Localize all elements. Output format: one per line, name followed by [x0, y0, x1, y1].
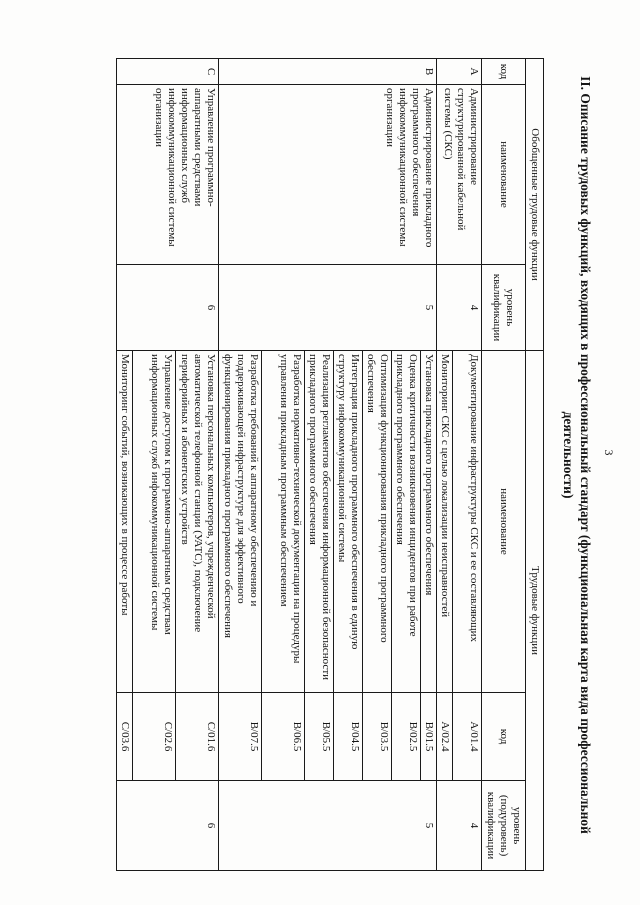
- func-code-cell: B/07.5: [219, 693, 262, 781]
- func-name-cell: Документирование инфраструктуры СКС и ее составляющих: [453, 351, 482, 693]
- func-name-cell: Интеграция прикладного программного обеспечения в единую структуру инфокоммуникационной системы: [334, 351, 363, 693]
- gen-name-cell: Администрирование структурированной кабельной системы (СКС): [437, 85, 482, 265]
- func-name-cell: Разработка нормативно-технической документации на процедуры управления прикладным программным обеспечением: [262, 351, 305, 693]
- func-name-cell: Установка прикладного программного обеспечения: [421, 351, 437, 693]
- table-row: [176, 59, 219, 871]
- func-code-cell: B/03.5: [363, 693, 392, 781]
- table-row: [421, 59, 437, 871]
- func-code-cell: C/03.6: [117, 693, 133, 781]
- gen-level-cell: 6: [117, 265, 219, 351]
- func-name-cell: Управление доступом к программно-аппаратным средствам информационных служб инфокоммуникационной системы: [133, 351, 176, 693]
- gen-name-cell: Администрирование прикладного программного обеспечения инфокоммуникационной системы организации: [219, 85, 437, 265]
- func-name-cell: Реализация регламентов обеспечения информационной безопасности прикладного программного обеспечения: [305, 351, 334, 693]
- section-title: II. Описание трудовых функций, входящих в профессиональный стандарт (функциональная карта вида профессиональной деятельности): [561, 76, 593, 834]
- func-code-cell: C/02.6: [133, 693, 176, 781]
- func-level-cell: 4: [437, 781, 482, 871]
- func-name-cell: Оптимизация функционирования прикладного программного обеспечения: [363, 351, 392, 693]
- gen-name-header: наименование: [482, 85, 526, 265]
- func-level-cell: 5: [219, 781, 437, 871]
- func-code-cell: B/04.5: [334, 693, 363, 781]
- func-code-cell: B/05.5: [305, 693, 334, 781]
- labor-functions-header: Трудовые функции: [526, 351, 544, 871]
- func-code-cell: B/06.5: [262, 693, 305, 781]
- gen-code-header: код: [482, 59, 526, 85]
- func-name-cell: Мониторинг СКС с целью локализации неисправностей: [437, 351, 453, 693]
- generalized-functions-header: Обобщенные трудовые функции: [526, 59, 544, 351]
- func-code-cell: A/01.4: [453, 693, 482, 781]
- func-code-cell: B/01.5: [421, 693, 437, 781]
- gen-name-cell: Управление программно-аппаратными средствами информационных служб инфокоммуникационной системы организации: [117, 85, 219, 265]
- func-code-cell: B/02.5: [392, 693, 421, 781]
- func-code-cell: C/01.6: [176, 693, 219, 781]
- func-name-cell: Разработка требований к аппаратному обеспечению и поддерживающей инфраструктуре для эффективного функционирования прикладного программного обеспечения: [219, 351, 262, 693]
- func-level-header: уровень (подуровень) квалификации: [482, 781, 526, 871]
- gen-code-cell: B: [219, 59, 437, 85]
- func-code-header: код: [482, 693, 526, 781]
- gen-code-cell: C: [117, 59, 219, 85]
- gen-level-header: уровень квалификации: [482, 265, 526, 351]
- table-row: [453, 59, 482, 871]
- func-name-cell: Мониторинг событий, возникающих в процессе работы: [117, 351, 133, 693]
- gen-level-cell: 5: [219, 265, 437, 351]
- functional-map-table: [116, 58, 544, 871]
- gen-level-cell: 4: [437, 265, 482, 351]
- page-number: 3: [602, 449, 616, 456]
- func-name-header: наименование: [482, 351, 526, 693]
- func-level-cell: 6: [117, 781, 219, 871]
- func-code-cell: A/02.4: [437, 693, 453, 781]
- func-name-cell: Оценка критичности возникновения инцидентов при работе прикладного программного обеспечения: [392, 351, 421, 693]
- func-name-cell: Установка персональных компьютеров, учрежденческой автоматической телефонной станции (УАТС), подключение периферийных и абонентских устройств: [176, 351, 219, 693]
- gen-code-cell: A: [437, 59, 482, 85]
